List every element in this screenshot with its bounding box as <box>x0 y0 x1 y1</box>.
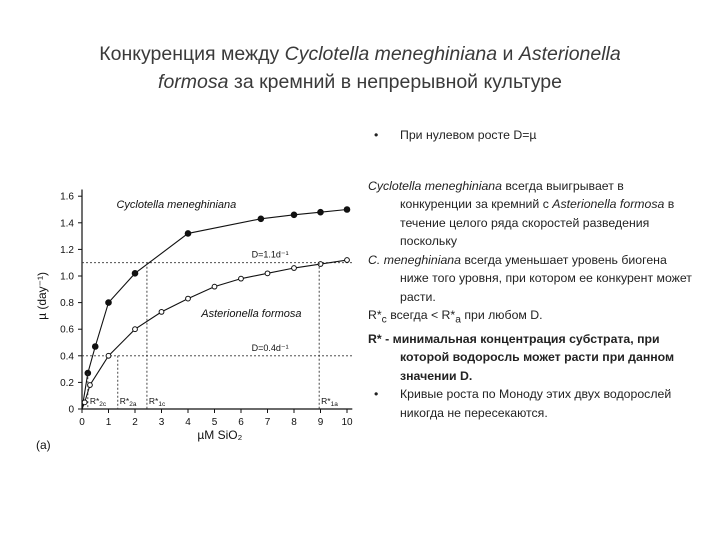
x-tick-label: 4 <box>185 417 191 428</box>
bullet-text: При нулевом росте D=µ <box>400 128 537 142</box>
y-tick-label: 0.8 <box>60 298 74 310</box>
y-tick-label: 0.4 <box>60 351 74 363</box>
data-point <box>186 296 191 301</box>
x-tick-label: 6 <box>238 417 244 428</box>
para-text: всегда уменьшает уровень биогена ниже того уровня, при котором ее конкурент может расти. <box>400 252 692 304</box>
data-point <box>258 216 264 222</box>
r-star-label: $R*_{2a}$ <box>119 396 137 408</box>
y-tick-label: 0.6 <box>60 324 74 336</box>
data-point <box>132 271 138 277</box>
paragraph-r-star-definition <box>368 330 698 386</box>
data-point <box>185 231 191 237</box>
panel-label: (a) <box>36 438 51 452</box>
data-point <box>82 400 87 405</box>
r-star-subscript: 1a <box>330 401 338 408</box>
r-star-subscript: 2c <box>99 401 107 408</box>
y-tick-label: 0.2 <box>60 377 74 389</box>
bullet-text: Кривые роста по Моноду этих двух водорослей никогда не пересекаются. <box>400 387 672 420</box>
x-tick-label: 1 <box>105 417 112 428</box>
series-line-2 <box>82 260 347 409</box>
data-point <box>318 209 324 215</box>
data-point <box>159 310 164 315</box>
data-point <box>292 266 297 271</box>
y-tick-label: 1.6 <box>60 191 74 203</box>
text-panel <box>368 126 698 422</box>
y-tick-label: 0 <box>68 404 74 416</box>
para-text: всегда выигрывает в конкуренции за кремний с <box>400 178 624 211</box>
bullet-dot: • <box>374 128 379 142</box>
monod-chart <box>0 0 360 470</box>
series-label: Cyclotella meneghiniana <box>116 199 237 212</box>
x-tick-label: 8 <box>291 417 297 428</box>
species-name: Asterionella formosa <box>552 197 665 211</box>
title-species-1: Cyclotella meneghiniana <box>284 43 498 65</box>
bullet-zero-growth <box>368 126 698 145</box>
definition-text: R* - минимальная концентрация субстрата, при которой водоросль может расти при данном значении D. <box>368 331 675 383</box>
r-star-label: $R*_{1c}$ <box>148 396 166 408</box>
title-species-2b: formosa <box>158 71 229 93</box>
data-point <box>106 300 112 306</box>
species-name: Cyclotella meneghiniana <box>368 178 502 193</box>
reference-line-label: D=0.4d⁻¹ <box>251 342 289 353</box>
data-point <box>291 212 297 218</box>
x-tick-label: 9 <box>317 417 324 428</box>
title-text: Конкуренция между <box>99 43 285 65</box>
data-point <box>344 207 350 213</box>
data-point <box>92 344 98 350</box>
y-tick-label: 1.0 <box>60 271 74 283</box>
data-point <box>265 271 270 276</box>
bullet-dot: • <box>374 387 379 402</box>
para-text: R* <box>368 308 382 322</box>
y-tick-label: 1.2 <box>60 244 74 256</box>
paragraph-cyclotella-wins <box>368 177 698 251</box>
paragraph-nutrient-level <box>368 251 698 307</box>
x-tick-label: 2 <box>132 417 138 428</box>
reference-line-label: D=1.1d⁻¹ <box>251 249 289 260</box>
y-tick-label: 1.4 <box>60 218 74 230</box>
para-text: всегда < R* <box>386 308 456 322</box>
r-star-label: $R*_{1a}$ <box>321 396 338 408</box>
r-star-label: $R*_{2c}$ <box>89 396 107 408</box>
r-star-subscript: 2a <box>129 401 137 408</box>
r-star-subscript: 1c <box>158 401 166 408</box>
title-text: за кремний в непрерывной культуре <box>228 71 562 93</box>
data-point <box>133 327 138 332</box>
title-species-2a: Asterionella <box>518 43 621 65</box>
x-axis-label: µM SiO₂ <box>197 428 243 442</box>
data-point <box>106 353 111 358</box>
subscript: c <box>381 314 387 326</box>
para-text: в течение целого ряда скоростей разведения поскольку <box>400 197 675 248</box>
subscript: a <box>455 314 461 326</box>
y-axis-label: µ (day⁻¹) <box>35 271 49 320</box>
x-tick-label: 5 <box>211 417 218 428</box>
para-text: при любом D. <box>460 308 543 322</box>
species-name: C. meneghiniana <box>368 252 461 267</box>
x-tick-label: 7 <box>264 417 271 428</box>
x-tick-label: 3 <box>158 417 165 428</box>
x-tick-label: 10 <box>341 417 353 428</box>
series-label: Asterionella formosa <box>201 308 302 321</box>
data-point <box>212 284 217 289</box>
paragraph-r-star-compare <box>368 306 698 330</box>
data-point <box>239 276 244 281</box>
title-text: и <box>497 43 519 65</box>
x-tick-label: 0 <box>79 417 85 428</box>
data-point <box>345 258 350 263</box>
bullet-curves-never-cross <box>368 385 698 422</box>
